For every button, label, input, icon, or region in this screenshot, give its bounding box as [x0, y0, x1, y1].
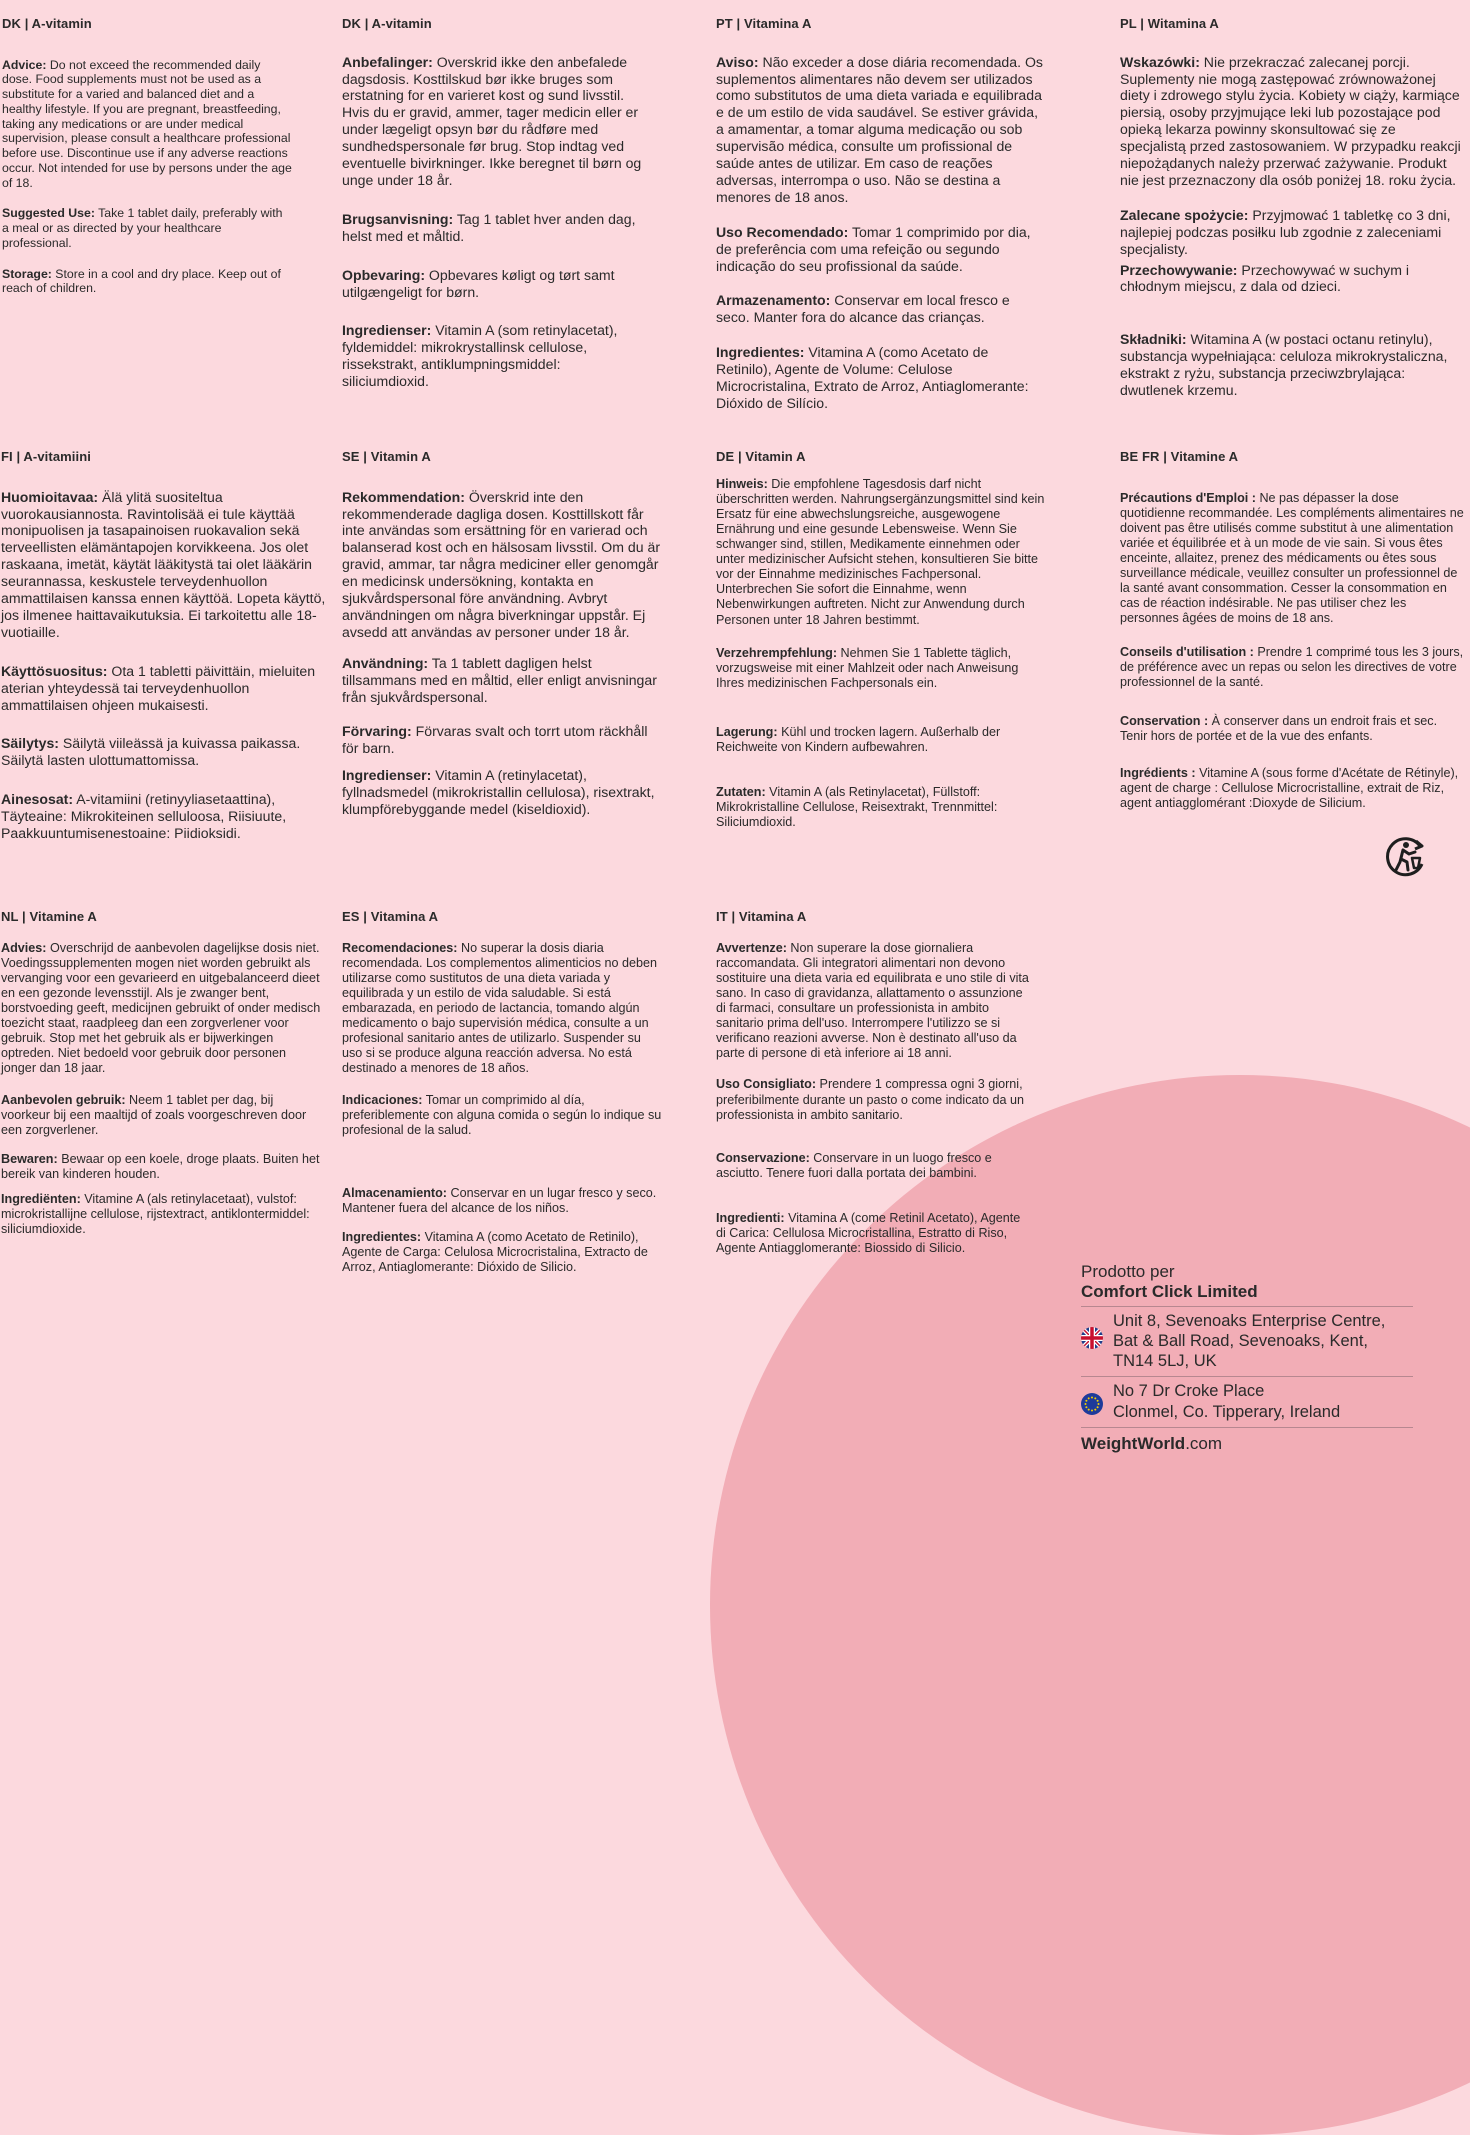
advice-paragraph: Précautions d'Emploi : Ne pas dépasser la dose quotidienne recommandée. Les compléments alimentaires ne doivent pas être utilisés comme substitut à une alimentation variée et équilibrée et à un mode de vie sain. Si vous êtes enceinte, allaitez, prenez des médicaments ou êtes sous surveillance médicale, veuillez consulter un professionnel de la santé avant consommation. Cesser la consommation en cas de réaction indésirable. Ne pas utiliser chez les personnes âgées de moins de 18 ans. [1120, 490, 1464, 626]
advice-paragraph: Advice: Do not exceed the recommended daily dose. Food supplements must not be used as a substitute for a varied and balanced diet and a healthy lifestyle. If you are pregnant, breastfeeding, taking any medications or are under medical supervision, please consult a healthcare professional before use. Discontinue use if any adverse reactions occur. Not intended for use by persons under the age of 18. [2, 57, 292, 190]
manufacturer-imprint [1081, 1262, 1413, 1454]
ingredients-paragraph: Ingredienser: Vitamin A (som retinylacetat), fyldemiddel: mikrokrystallinsk cellulose, rissekstrakt, antiklumpningsmiddel: siliciumdioxid. [342, 322, 618, 390]
ingredients-paragraph: Ingredienti: Vitamina A (come Retinil Acetato), Agente di Carica: Cellulosa Microcristallina, Estratto di Riso, Agente Antiagglomerante: Biossido di Silicio. [716, 1211, 1021, 1256]
ingredients-paragraph: Ainesosat: A-vitamiini (retinyyliasetaattina), Täyteaine: Mikrokiteinen selluloosa, Riisiuute, Paakkuuntumisenestoaine: Piidioksidi. [1, 791, 287, 842]
advice-paragraph: Huomioitavaa: Älä ylitä suositeltua vuorokausiannosta. Ravintolisää ei tule käyttää monipuolisen ja tasapainoisen ruokavalion sekä terveellisten elämäntapojen korvikkeena. Jos olet raskaana, imetät, käytät lääkitystä tai olet lääkärin seurannassa, keskustele terveydenhuollon ammattilaisen kanssa ennen käyttöä. Lopeta käyttö, jos ilmenee haittavaikutuksia. Ei tarkoitettu alle 18-vuotiaille. [1, 488, 326, 640]
storage-paragraph: Conservazione: Conservare in un luogo fresco e asciutto. Tenere fuori dalla portata dei bambini. [716, 1150, 992, 1180]
usage-paragraph: Aanbevolen gebruik: Neem 1 tablet per dag, bij voorkeur bij een maaltijd of zoals voorgeschreven door een zorgverlener. [1, 1092, 307, 1137]
section-dk [342, 16, 642, 390]
section-heading: DK | A-vitamin [2, 16, 92, 31]
section-heading: SE | Vitamin A [342, 449, 431, 464]
section-pt [716, 16, 1046, 412]
company-name: Comfort Click Limited [1081, 1281, 1258, 1301]
ingredients-paragraph: Ingrediënten: Vitamine A (als retinylacetaat), vulstof: microkristallijne cellulose, rijstextract, antiklontermiddel: siliciumdioxide. [1, 1192, 310, 1237]
advice-paragraph: Recomendaciones: No superar la dosis diaria recomendada. Los complementos alimenticios no deben utilizarse como sustitutos de una dieta variada y equilibrada y un estilo de vida saludable. Si está embarazada, en periodo de lactancia, tomando algún medicamento o bajo supervisión médica, consulte a un profesional sanitario antes de utilizarlo. Suspender su uso si se produce alguna reacción adversa. No está destinado a menores de 18 años. [342, 940, 658, 1076]
section-pl [1120, 16, 1465, 399]
storage-paragraph: Lagerung: Kühl und trocken lagern. Außerhalb der Reichweite von Kindern aufbewahren. [716, 725, 1001, 755]
uk-flag-icon [1081, 1327, 1103, 1349]
section-it [716, 909, 1031, 1256]
storage-paragraph: Bewaren: Bewaar op een koele, droge plaats. Buiten het bereik van kinderen houden. [1, 1151, 320, 1182]
usage-paragraph: Brugsanvisning: Tag 1 tablet hver anden dag, helst med et måltid. [342, 210, 636, 244]
section-heading: PL | Witamina A [1120, 16, 1219, 31]
divider [1081, 1376, 1413, 1377]
usage-paragraph: Zalecane spożycie: Przyjmować 1 tabletkę co 3 dni, najlepiej podczas posiłku lub zgodnie z zaleceniami specjalisty. [1120, 206, 1451, 257]
usage-paragraph: Suggested Use: Take 1 tablet daily, preferably with a meal or as directed by your healthcare professional. [2, 206, 283, 250]
usage-paragraph: Uso Consigliato: Prendere 1 compressa ogni 3 giorni, preferibilmente durante un pasto o come indicato da un professionista in ambito sanitario. [716, 1077, 1025, 1122]
section-de [716, 449, 1046, 831]
section-dk-english [2, 16, 292, 296]
storage-paragraph: Förvaring: Förvaras svalt och torrt utom räckhåll för barn. [342, 723, 648, 757]
advice-paragraph: Avvertenze: Non superare la dose giornaliera raccomandata. Gli integratori alimentari non devono sostituire una dieta varia ed equilibrata e uno stile di vita sano. In caso di gravidanza, allattamento o assunzione di farmaci, consultare un professionista in ambito sanitario prima dell'uso. Interrompere l'utilizzo se si verificano reazioni avverse. Non è destinato all'uso da parte di persone di età inferiore ai 18 anni. [716, 940, 1029, 1061]
ingredients-paragraph: Składniki: Witamina A (w postaci octanu retinylu), substancja wypełniająca: celuloza mikrokrystaliczna, ekstrakt z ryżu, substancja przeciwzbrylająca: dwutlenek krzemu. [1120, 331, 1448, 399]
divider [1081, 1427, 1413, 1428]
section-heading: DE | Vitamin A [716, 449, 806, 464]
section-nl [1, 909, 321, 1237]
uk-address-row [1081, 1311, 1413, 1371]
advice-paragraph: Advies: Overschrijd de aanbevolen dagelijkse dosis niet. Voedingssupplementen mogen niet worden gebruikt als vervanging voor een gevarieerd en uitgebalanceerd dieet en een gezonde levensstijl. Als je zwanger bent, borstvoeding geeft, medicijnen gebruikt of onder medisch toezicht staat, raadpleeg dan een zorgverlener voor gebruik. Stop met het gebruik als er bijwerkingen optreden. Niet bedoeld voor gebruik door personen jonger dan 18 jaar. [1, 940, 321, 1076]
storage-paragraph: Conservation : À conserver dans un endroit frais et sec. Tenir hors de portée et de la vue des enfants. [1120, 713, 1438, 744]
section-se [342, 449, 662, 818]
section-heading: FI | A-vitamiini [1, 449, 91, 464]
tidyman-recycle-icon [1382, 832, 1430, 880]
section-heading: ES | Vitamina A [342, 909, 439, 924]
section-fi [1, 449, 326, 842]
usage-paragraph: Användning: Ta 1 tablett dagligen helst tillsammans med en måltid, eller enligt anvisningar från sjukvårdspersonal. [342, 654, 657, 705]
website-link[interactable]: WeightWorld.com [1081, 1433, 1223, 1453]
eu-flag-icon [1081, 1393, 1103, 1415]
advice-paragraph: Anbefalinger: Overskrid ikke den anbefalede dagsdosis. Kosttilskud bør ikke bruges som erstatning for en varieret kost og sund livsstil. Hvis du er gravid, ammer, tager medicin eller er under lægeligt opsyn bør du rådføre med sundhedspersonale før brug. Stop indtag ved eventuelle bivirkninger. Ikke beregnet til børn og unge under 18 år. [342, 53, 642, 188]
usage-paragraph: Käyttösuositus: Ota 1 tabletti päivittäin, mieluiten aterian yhteydessä tai terveydenhuollon ammattilaisen ohjeen mukaisesti. [1, 662, 316, 713]
advice-paragraph: Rekommendation: Överskrid inte den rekommenderade dagliga dosen. Kosttillskott får inte användas som ersättning för en varierad och balanserad kost och en hälsosam livsstil. Om du är gravid, ammar, tar några mediciner eller genomgår en medicinsk undersökning, kontakta en sjukvårdspersonal före användning. Avbryt användningen om några biverkningar uppstår. Ej avsedd att användas av personer under 18 år. [342, 488, 661, 640]
storage-paragraph: Storage: Store in a cool and dry place. Keep out of reach of children. [2, 266, 281, 296]
section-heading: PT | Vitamina A [716, 16, 812, 31]
usage-paragraph: Conseils d'utilisation : Prendre 1 comprimé tous les 3 jours, de préférence avec un repas ou selon les directives de votre professionnel de la santé. [1120, 644, 1464, 689]
section-heading: BE FR | Vitamine A [1120, 449, 1239, 464]
advice-paragraph: Aviso: Não exceder a dose diária recomendada. Os suplementos alimentares não devem ser utilizados como substitutos de uma dieta variada e equilibrada e de um estilo de vida saudável. Se estiver grávida, a amamentar, a tomar alguma medicação ou sob supervisão médica, consulte um profissional de saúde antes de utilizar. Em caso de reações adversas, interrompa o uso. Não se destina a menores de 18 anos. [716, 53, 1043, 205]
ingredients-paragraph: Ingredientes: Vitamina A (como Acetato de Retinilo), Agente de Carga: Celulosa Microcristalina, Extracto de Arroz, Antiaglomerante: Dióxido de Silicio. [342, 1230, 648, 1275]
usage-paragraph: Indicaciones: Tomar un comprimido al día, preferiblemente con alguna comida o según lo indique su profesional de la salud. [342, 1092, 662, 1137]
section-es [342, 909, 662, 1275]
advice-paragraph: Wskazówki: Nie przekraczać zalecanej porcji. Suplementy nie mogą zastępować zrównoważonej diety i zdrowego stylu życia. Kobiety w ciąży, karmiące piersią, osoby przyjmujące leki lub pozostające pod opieką lekarza powinny skonsultować się ze specjalistą przed zastosowaniem. W przypadku reakcji niepożądanych należy przerwać zażywanie. Produkt nie jest przeznaczony dla osób poniżej 18. roku życia. [1120, 53, 1461, 188]
storage-paragraph: Przechowywanie: Przechowywać w suchym i chłodnym miejscu, z dala od dzieci. [1120, 261, 1410, 295]
divider [1081, 1306, 1413, 1307]
produced-for-label: Prodotto per [1081, 1262, 1175, 1281]
eu-address-row [1081, 1381, 1413, 1421]
advice-paragraph: Hinweis: Die empfohlene Tagesdosis darf nicht überschritten werden. Nahrungsergänzungsmittel sind kein Ersatz für eine abwechslungsreiche, ausgewogene Ernährung und eine gesunde Lebensweise. Wenn Sie schwanger sind, stillen, Medikamente einnehmen oder unter medizinischer Aufsicht stehen, konsultieren Sie bitte vor der Einnahme medizinisches Fachpersonal. Unterbrechen Sie sofort die Einnahme, wenn Nebenwirkungen auftreten. Nicht zur Anwendung durch Personen unter 18 Jahren bestimmt. [716, 476, 1045, 627]
ingredients-paragraph: Ingrédients : Vitamine A (sous forme d'Acétate de Rétinyle), agent de charge : Cellulose Microcristalline, extrait de Riz, agent antiagglomérant :Dioxyde de Silicium. [1120, 766, 1459, 811]
ingredients-paragraph: Ingredienser: Vitamin A (retinylacetat), fyllnadsmedel (mikrokristallin cellulosa), risextrakt, klumpförebyggande medel (kiseldioxid). [342, 767, 655, 818]
section-be-fr [1120, 449, 1465, 811]
usage-paragraph: Verzehrempfehlung: Nehmen Sie 1 Tablette täglich, vorzugsweise mit einer Mahlzeit oder nach Anweisung Ihres medizinischen Fachpersonals ein. [716, 645, 1019, 690]
storage-paragraph: Säilytys: Säilytä viileässä ja kuivassa paikassa. Säilytä lasten ulottumattomissa. [1, 735, 301, 769]
storage-paragraph: Opbevaring: Opbevares køligt og tørt samt utilgængeligt for børn. [342, 266, 615, 300]
usage-paragraph: Uso Recomendado: Tomar 1 comprimido por dia, de preferência com uma refeição ou segundo indicação do seu profissional da saúde. [716, 223, 1031, 274]
storage-paragraph: Almacenamiento: Conservar en un lugar fresco y seco. Mantener fuera del alcance de los niños. [342, 1185, 657, 1216]
storage-paragraph: Armazenamento: Conservar em local fresco e seco. Manter fora do alcance das crianças. [716, 292, 1010, 326]
section-heading: IT | Vitamina A [716, 909, 807, 924]
section-heading: NL | Vitamine A [1, 909, 97, 924]
eu-address: No 7 Dr Croke Place Clonmel, Co. Tipperary, Ireland [1113, 1382, 1341, 1421]
ingredients-paragraph: Zutaten: Vitamin A (als Retinylacetat), Füllstoff: Mikrokristalline Cellulose, Reisextrakt, Trennmittel: Siliciumdioxid. [716, 785, 998, 830]
ingredients-paragraph: Ingredientes: Vitamina A (como Acetato de Retinilo), Agente de Volume: Celulose Microcristalina, Extrato de Arroz, Antiaglomerante: Dióxido de Silício. [716, 344, 1029, 411]
section-heading: DK | A-vitamin [342, 16, 432, 31]
uk-address: Unit 8, Sevenoaks Enterprise Centre, Bat & Ball Road, Sevenoaks, Kent, TN14 5LJ, UK [1113, 1312, 1386, 1371]
